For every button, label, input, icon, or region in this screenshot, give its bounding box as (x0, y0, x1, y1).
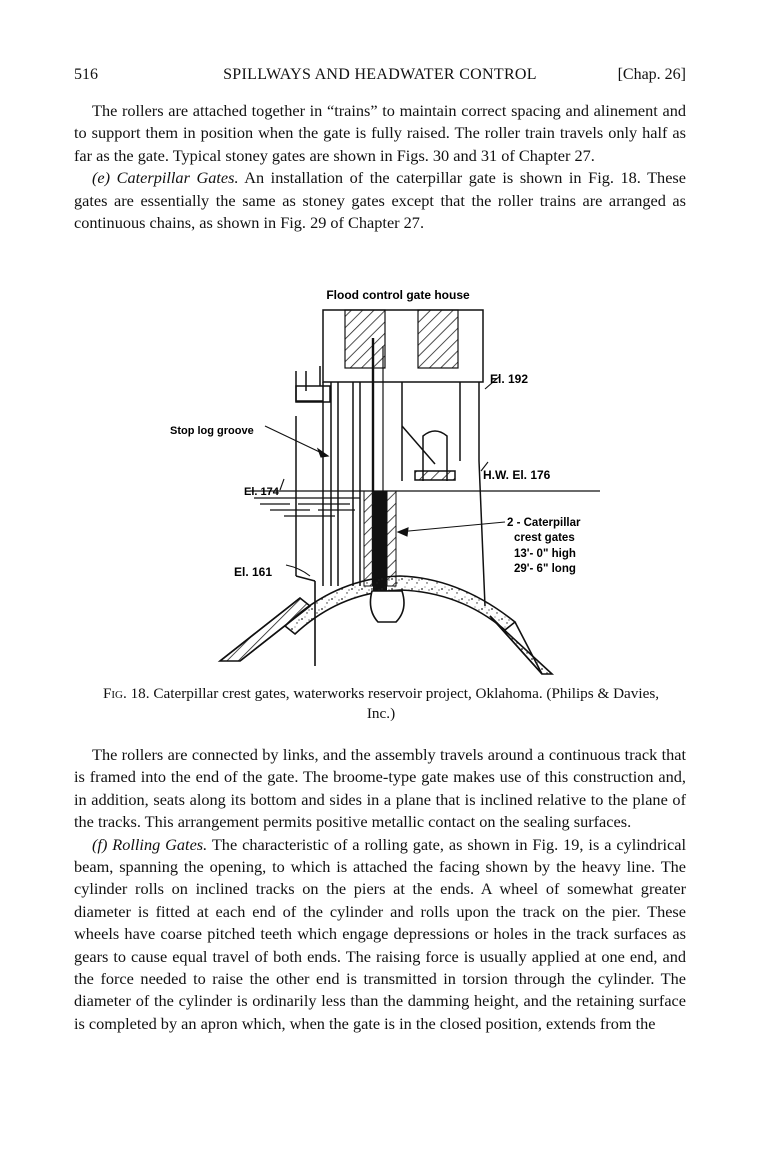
figure-title: Flood control gate house (326, 288, 470, 302)
label-gate-line-3: 13'- 0" high (514, 548, 576, 560)
paragraph-rollers-trains: The rollers are attached together in “trains” to maintain correct spacing and alinement and to support them in position when the gate is fully raised. The roller train travels only half as far as the gate. Typical stoney gates are shown in Figs. 30 and 31 of Chapter 27. (74, 101, 686, 165)
label-hw-el-176: H.W. El. 176 (483, 468, 551, 482)
text-block-bottom (74, 744, 686, 1035)
dam-crest (220, 576, 552, 674)
label-gate-line-2: crest gates (514, 532, 575, 544)
label-el-174: El. 174 (244, 486, 279, 498)
label-gate-line-4: 29'- 6" long (514, 563, 576, 575)
running-header (74, 66, 686, 88)
caption-label: Fig. 18. (102, 685, 150, 702)
label-el-192: El. 192 (490, 372, 529, 386)
caterpillar-gates-text: An installation of the caterpillar gate is shown in Fig. 18. These gates are essentially the same as stoney gates except that the roller trains are arranged as continuous chains, as shown in Fig. 29 of Chapter 27. (74, 168, 686, 233)
label-gate-line-1: 2 - Caterpillar (507, 517, 581, 529)
paragraph-rollers-links: The rollers are connected by links, and the assembly travels around a continuous track that is framed into the end of the gate. The broome-type gate makes use of this construction and, in addition, seats along its bottom and sides in a plane that is inclined relative to the plane of the tracks. This arrangement permits positive metallic contact on the sealing surfaces. (74, 745, 686, 832)
caption-text: Caterpillar crest gates, waterworks reservoir project, Oklahoma. (Philips & Davies, Inc.) (153, 685, 660, 722)
figure-18-diagram (160, 286, 600, 676)
label-el-161: El. 161 (234, 565, 273, 579)
text-block-top (74, 100, 686, 234)
caterpillar-gates-heading: (e) Caterpillar Gates. (92, 168, 239, 188)
rolling-gates-text: The characteristic of a rolling gate, as shown in Fig. 19, is a cylindrical beam, spanning the opening, to which is attached the facing shown by the heavy line. The cylinder rolls on inclined tracks on the piers at the ends. A wheel of somewhat greater diameter is fitted at each end of the cylinder and rolls upon the track on the pier. These wheels have coarse pitched teeth which engage depressions or holes in the track surfaces as gears to cause equal travel of both ends. The raising force is usually applied at one end, and the force needed to raise the other end is transmitted in torsion through the cylinder. The diameter of the cylinder is ordinarily less than the damming height, and the retaining surface is completed by an apron which, when the gate is in the closed position, extends from the (74, 834, 686, 1033)
figure-caption (96, 684, 666, 724)
running-title: SPILLWAYS AND HEADWATER CONTROL (223, 66, 537, 83)
water-surface (250, 491, 600, 516)
paragraph-caterpillar-gates (74, 167, 686, 234)
label-stop-log-groove: Stop log groove (170, 425, 254, 437)
page-number: 516 (74, 66, 98, 83)
rolling-gates-heading: (f) Rolling Gates. (92, 834, 208, 854)
paragraph-rolling-gates (74, 834, 686, 1036)
chapter-label: [Chap. 26] (617, 66, 686, 83)
